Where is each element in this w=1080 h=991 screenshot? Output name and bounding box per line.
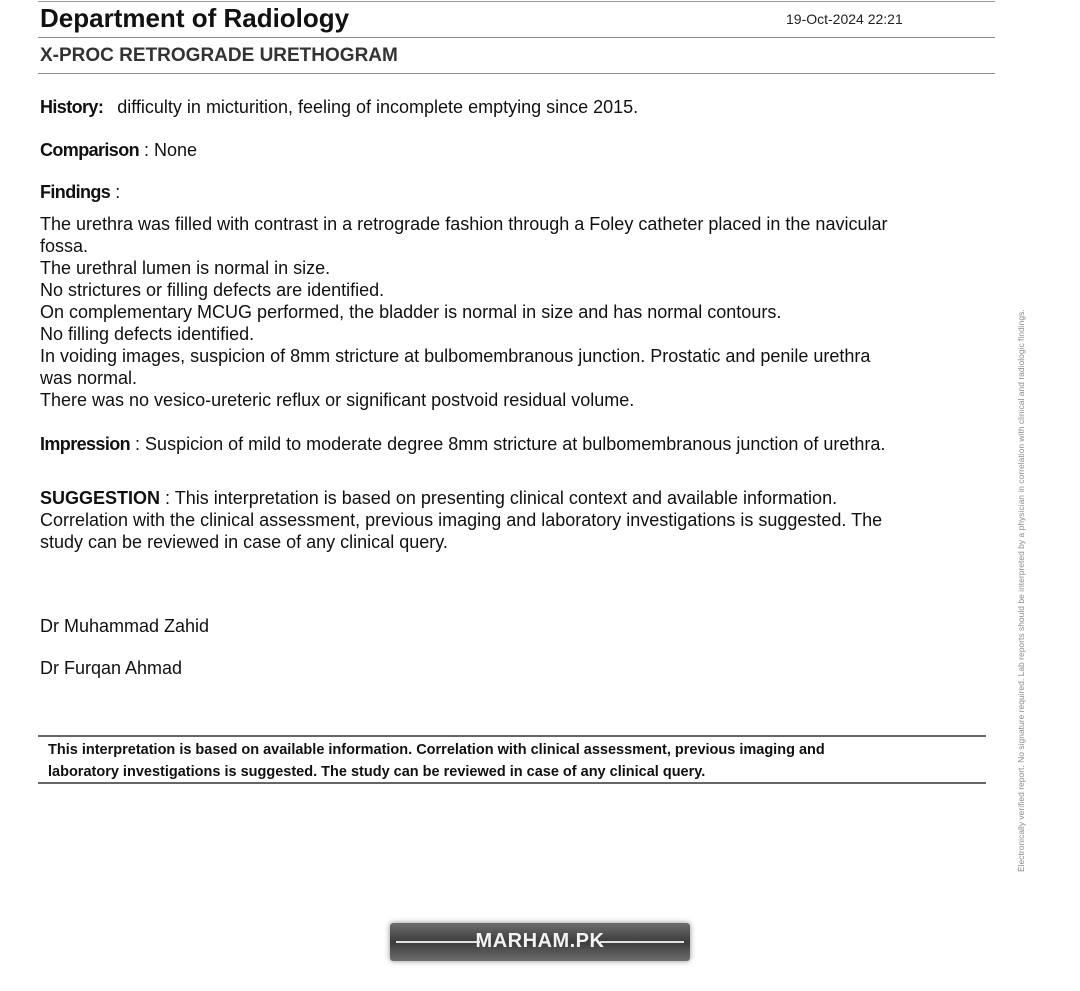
suggestion-separator: : bbox=[160, 488, 175, 508]
watermark-logo: MARHAM.PK bbox=[475, 930, 605, 952]
suggestion-line: study can be reviewed in case of any clinical query. bbox=[40, 532, 448, 552]
procedure-title: X-PROC RETROGRADE URETHOGRAM bbox=[40, 45, 398, 66]
comparison-label: Comparison bbox=[40, 140, 140, 160]
findings-line: The urethra was filled with contrast in a retrograde fashion through a Foley catheter placed in the navicular bbox=[40, 214, 888, 234]
findings-separator: : bbox=[110, 182, 121, 202]
findings-heading bbox=[40, 182, 120, 203]
findings-line: On complementary MCUG performed, the bladder is normal in size and has normal contours. bbox=[40, 302, 782, 322]
findings-line: fossa. bbox=[40, 236, 89, 256]
impression-section bbox=[40, 434, 885, 455]
disclaimer-box bbox=[48, 739, 825, 783]
findings-line: The urethral lumen is normal in size. bbox=[40, 258, 331, 278]
top-divider bbox=[38, 1, 995, 2]
disclaimer-top-divider bbox=[38, 735, 986, 737]
doctor-signature-2: Dr Furqan Ahmad bbox=[40, 658, 183, 678]
comparison-separator: : bbox=[139, 140, 155, 160]
impression-separator: : bbox=[130, 434, 146, 454]
watermark-banner bbox=[390, 923, 690, 961]
disclaimer-line: laboratory investigations is suggested. The study can be reviewed in case of any clinical query. bbox=[48, 764, 706, 780]
impression-text: Suspicion of mild to moderate degree 8mm stricture at bulbomembranous junction of urethra. bbox=[145, 434, 886, 454]
findings-line: No filling defects identified. bbox=[40, 324, 255, 344]
disclaimer-bottom-divider bbox=[38, 782, 986, 784]
comparison-section bbox=[40, 140, 197, 161]
report-datetime: 19-Oct-2024 22:21 bbox=[786, 11, 903, 27]
history-text: difficulty in micturition, feeling of incomplete emptying since 2015. bbox=[117, 97, 639, 117]
findings-text bbox=[40, 213, 970, 411]
suggestion-section bbox=[40, 487, 970, 553]
doctor-signature-1: Dr Muhammad Zahid bbox=[40, 616, 210, 636]
suggestion-line: Correlation with the clinical assessment, previous imaging and laboratory investigations is suggested. The bbox=[40, 510, 883, 530]
suggestion-label: SUGGESTION bbox=[40, 488, 161, 508]
findings-line: There was no vesico-ureteric reflux or significant postvoid residual volume. bbox=[40, 390, 635, 410]
comparison-text: None bbox=[154, 140, 198, 160]
department-title: Department of Radiology bbox=[40, 3, 350, 33]
disclaimer-line: This interpretation is based on available information. Correlation with clinical assessment, previous imaging and bbox=[48, 742, 825, 758]
history-section bbox=[40, 97, 638, 118]
findings-line: No strictures or filling defects are identified. bbox=[40, 280, 385, 300]
impression-label: Impression bbox=[40, 434, 131, 454]
history-label: History: bbox=[40, 97, 104, 117]
findings-line: In voiding images, suspicion of 8mm stricture at bulbomembranous junction. Prostatic and penile urethra bbox=[40, 346, 871, 366]
findings-line: was normal. bbox=[40, 368, 138, 388]
suggestion-line: This interpretation is based on presenting clinical context and available information. bbox=[174, 488, 838, 508]
procedure-divider bbox=[38, 73, 995, 74]
header-divider bbox=[38, 37, 995, 38]
vertical-side-note: Electronically verified report. No signature required. Lab reports should be interpreted by a physician in correlation with clinical and radiologic findings. bbox=[1016, 309, 1026, 872]
findings-label: Findings bbox=[40, 182, 111, 202]
